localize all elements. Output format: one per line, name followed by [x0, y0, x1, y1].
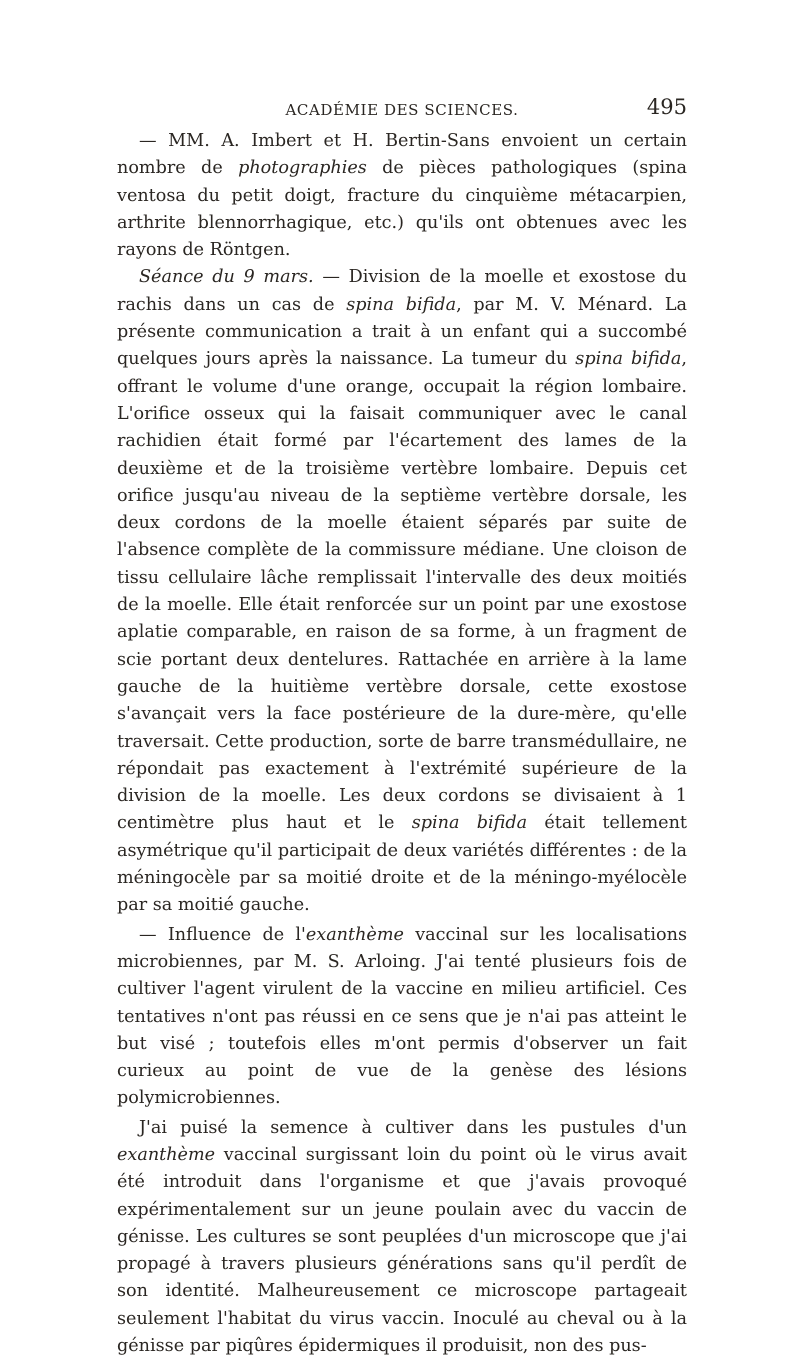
paragraph-photographies [117, 128, 687, 264]
paragraph-division-moelle [117, 264, 687, 919]
italic-text-run: photographies [238, 158, 367, 179]
text-run: vaccinal surgissant loin du point où le virus avait été introduit dans l'organisme et que j'avais provoqué expérimentalement sur un jeune poulain avec du vaccin de génisse. Les cultures se sont peuplées d'un microscope que j'ai propagé à travers plusieurs générations sans qu'il perdît de son identité. Malheureusement ce microscope partageait seulement l'habitat du virus vaccin. Inoculé au cheval ou à la génisse par piqûres épidermiques il produisit, non des pus- [117, 1144, 687, 1357]
text-run: de pièces pathologiques (spina ventosa du petit doigt, fracture du cinquième métacarpien, arthrite blennorrhagique, etc.) qu'ils ont obtenues avec les rayons de Röntgen. [117, 158, 687, 261]
text-run: était tellement asymétrique qu'il participait de deux variétés différentes : de la méningocèle par sa moitié droite et de la méningo-myélocèle par sa moitié gauche. [117, 813, 687, 916]
page-number: 495 [646, 95, 687, 119]
italic-text-run: spina bifida [346, 294, 457, 315]
text-run: , par M. V. Ménard. La présente communication a trait à un enfant qui a succombé quelques jours après la naissance. La tumeur du [117, 294, 687, 370]
page-header [117, 93, 687, 123]
text-run: J'ai puisé la semence à cultiver dans les pustules d'un [139, 1117, 687, 1138]
text-run: — Influence de l' [139, 924, 306, 945]
paragraph-influence-exantheme [117, 922, 687, 1113]
text-run: , offrant le volume d'une orange, occupait la région lombaire. L'orifice osseux qui la faisait communiquer avec le canal rachidien était formé par l'écartement des lames de la deuxième et de la troisième vertèbre lombaire. Depuis cet orifice jusqu'au niveau de la septième vertèbre dorsale, les deux cordons de la moelle étaient séparés par suite de l'absence complète de la commissure médiane. Une cloison de tissu cellulaire lâche remplissait l'intervalle des deux moitiés de la moelle. Elle était renforcée sur un point par une exostose aplatie comparable, en raison de sa forme, à un fragment de scie portant deux dentelures. Rattachée en arrière à la lame gauche de la huitième vertèbre dorsale, cette exostose s'avançait vers la face postérieure de la dure-mère, qu'elle traversait. Cette production, sorte de barre transmédullaire, ne répondait pas exactement à l'extrémité supérieure de la division de la moelle. Les deux cordons se divisaient à 1 centimètre plus haut et le [117, 349, 687, 834]
text-run: vaccinal sur les localisations microbiennes, par M. S. Arloing. J'ai tenté plusieurs fois de cultiver l'agent virulent de la vaccine en milieu artificiel. Ces tentatives n'ont pas réussi en ce sens que je n'ai pas atteint le but visé ; toutefois elles m'ont permis d'observer un fait curieux au point de vue de la genèse des lésions polymicrobiennes. [117, 924, 687, 1109]
text-run: — Division de la moelle et exostose du rachis dans un cas de [117, 267, 687, 315]
text-run: — MM. A. Imbert et H. Bertin-Sans envoient un certain nombre de [117, 131, 687, 179]
running-title: ACADÉMIE DES SCIENCES. [285, 101, 519, 119]
paragraph-semence [117, 1115, 687, 1360]
italic-text-run: Séance du 9 mars. [139, 267, 314, 288]
italic-text-run: exanthème [305, 924, 404, 945]
body-text [117, 128, 687, 1360]
italic-text-run: exanthème [117, 1144, 216, 1165]
italic-text-run: spina bifida [575, 349, 682, 370]
italic-text-run: spina bifida [411, 813, 528, 834]
